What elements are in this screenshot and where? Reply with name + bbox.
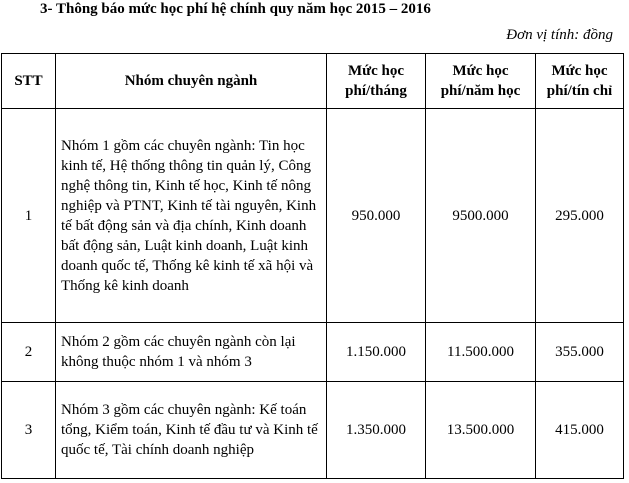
row-group: Nhóm 1 gồm các chuyên ngành: Tin học kinh tế, Hệ thống thông tin quản lý, Công nghệ thông tin, Kinh tế học, Kinh tế nông nghiệp và PTNT, Kinh tế tài nguyên, Kinh tế bất động sản và địa chính, Kinh doanh bất động sản, Luật kinh doanh, Luật kinh doanh quốc tế, Thống kê kinh tế xã hội và Thống kê kinh doanh xyxy=(56,109,327,323)
row-yearly-fee: 11.500.000 xyxy=(426,323,536,382)
row-group: Nhóm 2 gồm các chuyên ngành còn lại không thuộc nhóm 1 và nhóm 3 xyxy=(56,323,327,382)
row-credit-fee: 295.000 xyxy=(536,109,624,323)
row-group: Nhóm 3 gồm các chuyên ngành: Kế toán tổng, Kiểm toán, Kinh tế đầu tư và Kinh tế quốc tế, Tài chính doanh nghiệp xyxy=(56,382,327,479)
header-stt: STT xyxy=(2,54,56,109)
unit-note: Đơn vị tính: đồng xyxy=(506,27,613,43)
row-credit-fee: 415.000 xyxy=(536,382,624,479)
header-group: Nhóm chuyên ngành xyxy=(56,54,327,109)
row-monthly-fee: 950.000 xyxy=(327,109,426,323)
row-yearly-fee: 13.500.000 xyxy=(426,382,536,479)
header-monthly-fee: Mức học phí/tháng xyxy=(327,54,426,109)
table-row xyxy=(2,382,624,479)
row-monthly-fee: 1.150.000 xyxy=(327,323,426,382)
header-credit-fee: Mức học phí/tín chỉ xyxy=(536,54,624,109)
row-monthly-fee: 1.350.000 xyxy=(327,382,426,479)
table-row xyxy=(2,109,624,323)
row-stt: 2 xyxy=(2,323,56,382)
table-header-row xyxy=(2,54,624,109)
table-row xyxy=(2,323,624,382)
row-stt: 3 xyxy=(2,382,56,479)
tuition-fee-table xyxy=(1,53,624,479)
row-credit-fee: 355.000 xyxy=(536,323,624,382)
row-yearly-fee: 9500.000 xyxy=(426,109,536,323)
document-heading: 3- Thông báo mức học phí hệ chính quy năm học 2015 – 2016 xyxy=(40,1,431,17)
row-stt: 1 xyxy=(2,109,56,323)
header-yearly-fee: Mức học phí/năm học xyxy=(426,54,536,109)
